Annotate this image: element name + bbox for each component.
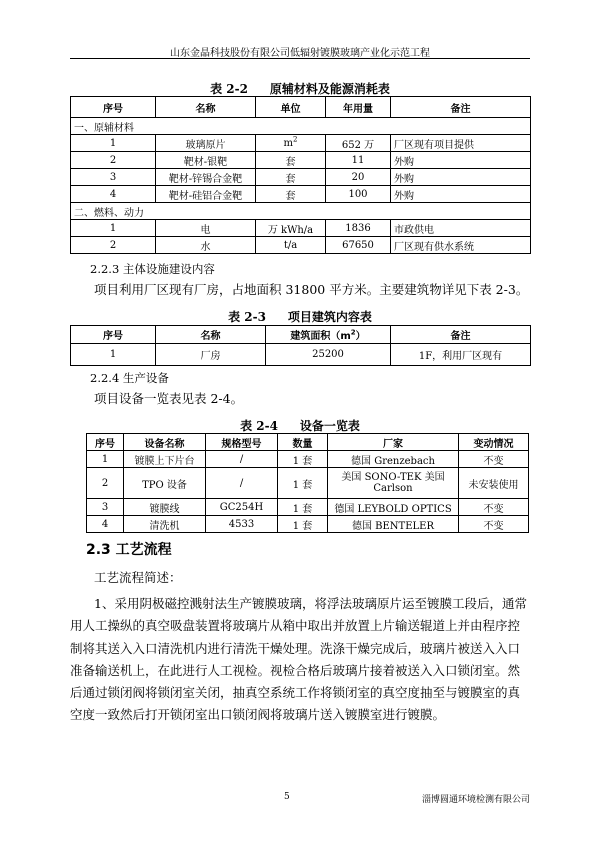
unit-text: m xyxy=(283,137,293,149)
caption-title: 原辅材料及能源消耗表 xyxy=(269,82,390,96)
cell-unit: 万 kWh/a xyxy=(256,220,326,237)
cell-no: 3 xyxy=(87,499,124,516)
section-2-2-3-heading: 2.2.3 主体设施建设内容 xyxy=(90,262,215,276)
cell-name: 电 xyxy=(156,220,256,237)
col-header: 单位 xyxy=(256,97,326,118)
cell-no: 3 xyxy=(71,169,156,186)
col-header: 数量 xyxy=(278,434,328,451)
page-number: 5 xyxy=(284,792,290,802)
col-header: 变动情况 xyxy=(459,434,529,451)
cell-unit: 套 xyxy=(256,186,326,203)
area-superscript: 2 xyxy=(350,328,356,337)
cell-amount: 652 万 xyxy=(326,135,391,152)
table-header-row xyxy=(71,97,531,118)
cell-note: 市政供电 xyxy=(391,220,531,237)
cell-name: 靶材-银靶 xyxy=(156,152,256,169)
section-label: 二、燃料、动力 xyxy=(71,203,531,220)
table-row xyxy=(71,237,531,254)
section-2-2-4-text: 项目设备一览表见表 2-4。 xyxy=(94,391,244,406)
table-row xyxy=(71,220,531,237)
table-row xyxy=(87,468,529,499)
cell-maker: 德国 Grenzebach xyxy=(328,451,459,468)
cell-note: 厂区现有供水系统 xyxy=(391,237,531,254)
cell-note: 外购 xyxy=(391,152,531,169)
table-row xyxy=(71,169,531,186)
equipment-table xyxy=(86,433,529,533)
cell-name: 玻璃原片 xyxy=(156,135,256,152)
section-label: 一、原辅材料 xyxy=(71,118,531,135)
cell-note: 1F，利用厂区现有 xyxy=(391,344,531,366)
footer-company: 淄博圆通环境检测有限公司 xyxy=(421,795,530,805)
cell-qty: 1 套 xyxy=(278,516,328,533)
cell-name: 靶材-硅铝合金靶 xyxy=(156,186,256,203)
cell-note: 外购 xyxy=(391,169,531,186)
cell-no: 4 xyxy=(87,516,124,533)
cell-maker: 美国 SONO-TEK 美国 Carlson xyxy=(328,468,459,499)
cell-change: 不变 xyxy=(459,451,529,468)
section-row xyxy=(71,118,531,135)
table-2-4-caption xyxy=(70,417,530,434)
cell-no: 1 xyxy=(71,135,156,152)
col-header-area xyxy=(266,326,391,344)
area-label: 建筑面积（m xyxy=(290,331,351,342)
cell-maker: 德国 BENTELER xyxy=(328,516,459,533)
caption-title: 项目建筑内容表 xyxy=(287,310,372,324)
cell-name: 水 xyxy=(156,237,256,254)
table-row xyxy=(87,451,529,468)
col-header: 序号 xyxy=(71,97,156,118)
col-header: 名称 xyxy=(156,97,256,118)
cell-name: 镀膜上下片台 xyxy=(124,451,206,468)
caption-number: 表 2-4 xyxy=(240,419,278,433)
header-rule xyxy=(70,58,530,59)
cell-no: 1 xyxy=(87,451,124,468)
cell-no: 2 xyxy=(71,152,156,169)
cell-name: 镀膜线 xyxy=(124,499,206,516)
table-header-row xyxy=(71,326,531,344)
col-header: 名称 xyxy=(156,326,266,344)
cell-unit: 套 xyxy=(256,152,326,169)
cell-amount: 67650 xyxy=(326,237,391,254)
section-row xyxy=(71,203,531,220)
col-header: 设备名称 xyxy=(124,434,206,451)
section-2-3-intro: 工艺流程简述： xyxy=(94,570,182,585)
table-2-3-caption xyxy=(70,308,530,325)
cell-model: / xyxy=(206,451,278,468)
cell-maker: 德国 LEYBOLD OPTICS xyxy=(328,499,459,516)
cell-unit: 套 xyxy=(256,169,326,186)
section-2-2-3-text: 项目利用厂区现有厂房，占地面积 31800 平方米。主要建筑物详见下表 2-3。 xyxy=(94,282,529,297)
cell-area: 25200 xyxy=(266,344,391,366)
table-2-2-caption xyxy=(70,80,530,97)
cell-amount: 11 xyxy=(326,152,391,169)
materials-table xyxy=(70,96,531,254)
table-row xyxy=(71,344,531,366)
section-2-3-paragraph: 1、采用阴极磁控溅射法生产镀膜玻璃，将浮法玻璃原片运至镀膜工段后，通常用人工操纵的真空吸盘装置将玻璃片从箱中取出并放置上片输送辊道上并由程序控制将其送入入口清洗机内进行清洗干燥处理。洗涤干燥完成后，玻璃片被送入入口准备输送机上，在此进行人工视检。视检合格后玻璃片接着被送入入口锁闭室。然后通过锁闭阀将锁闭室关闭，抽真空系统工作将锁闭室的真空度抽至与镀膜室的真空度一致然后打开锁闭室出口锁闭阀将玻璃片送入镀膜室进行镀膜。 xyxy=(70,596,527,723)
col-header: 序号 xyxy=(71,326,156,344)
table-row xyxy=(71,186,531,203)
cell-amount: 1836 xyxy=(326,220,391,237)
cell-change: 不变 xyxy=(459,516,529,533)
cell-model: 4533 xyxy=(206,516,278,533)
cell-no: 2 xyxy=(87,468,124,499)
cell-model: / xyxy=(206,468,278,499)
cell-change: 未安装使用 xyxy=(459,468,529,499)
cell-amount: 20 xyxy=(326,169,391,186)
section-2-2-4-heading: 2.2.4 生产设备 xyxy=(90,371,169,385)
cell-name: TPO 设备 xyxy=(124,468,206,499)
col-header: 备注 xyxy=(391,326,531,344)
col-header: 序号 xyxy=(87,434,124,451)
cell-no: 1 xyxy=(71,220,156,237)
cell-qty: 1 套 xyxy=(278,451,328,468)
col-header: 厂家 xyxy=(328,434,459,451)
caption-number: 表 2-2 xyxy=(210,82,248,96)
unit-superscript: 2 xyxy=(293,135,298,144)
caption-number: 表 2-3 xyxy=(228,310,266,324)
cell-unit: t/a xyxy=(256,237,326,254)
building-table xyxy=(70,325,531,366)
cell-qty: 1 套 xyxy=(278,468,328,499)
table-row xyxy=(71,152,531,169)
cell-qty: 1 套 xyxy=(278,499,328,516)
col-header: 备注 xyxy=(391,97,531,118)
cell-name: 清洗机 xyxy=(124,516,206,533)
cell-no: 1 xyxy=(71,344,156,366)
cell-unit xyxy=(256,135,326,152)
cell-change: 不变 xyxy=(459,499,529,516)
table-header-row xyxy=(87,434,529,451)
area-close: ） xyxy=(355,331,366,342)
table-row xyxy=(87,499,529,516)
caption-title: 设备一览表 xyxy=(299,419,360,433)
cell-no: 4 xyxy=(71,186,156,203)
table-row xyxy=(87,516,529,533)
col-header: 规格型号 xyxy=(206,434,278,451)
col-header: 年用量 xyxy=(326,97,391,118)
cell-note: 厂区现有项目提供 xyxy=(391,135,531,152)
cell-no: 2 xyxy=(71,237,156,254)
cell-model: GC254H xyxy=(206,499,278,516)
table-row xyxy=(71,135,531,152)
page-header: 山东金晶科技股份有限公司低辐射镀膜玻璃产业化示范工程 xyxy=(170,48,430,59)
cell-amount: 100 xyxy=(326,186,391,203)
cell-name: 厂房 xyxy=(156,344,266,366)
cell-name: 靶材-锌锡合金靶 xyxy=(156,169,256,186)
section-2-3-heading: 2.3 工艺流程 xyxy=(86,542,172,558)
cell-note: 外购 xyxy=(391,186,531,203)
